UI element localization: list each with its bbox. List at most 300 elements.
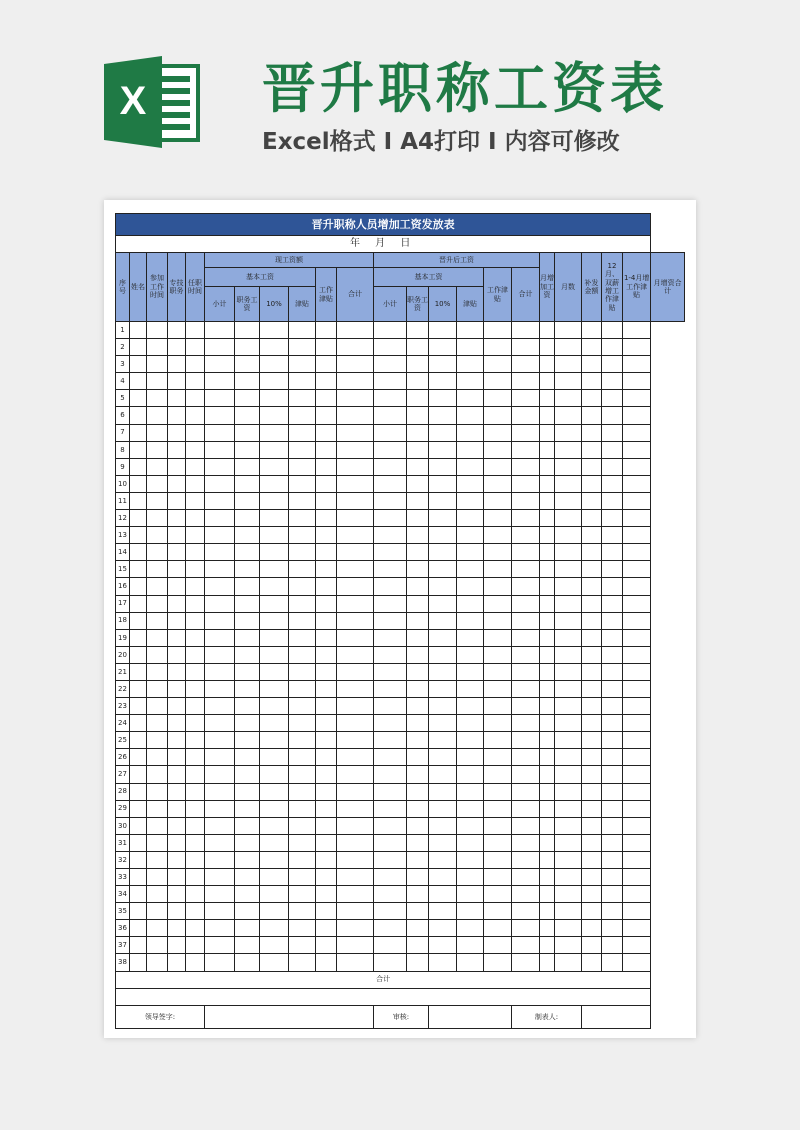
table-cell[interactable]: [555, 817, 582, 834]
table-cell[interactable]: [602, 390, 623, 407]
table-cell[interactable]: [484, 954, 512, 971]
table-cell[interactable]: [260, 715, 289, 732]
table-cell[interactable]: [289, 869, 316, 886]
table-cell[interactable]: [623, 663, 651, 680]
table-cell[interactable]: [512, 578, 540, 595]
table-cell[interactable]: [374, 800, 407, 817]
table-cell[interactable]: [484, 373, 512, 390]
table-cell[interactable]: [374, 612, 407, 629]
table-cell[interactable]: [555, 424, 582, 441]
table-cell[interactable]: [512, 886, 540, 903]
table-cell[interactable]: [623, 458, 651, 475]
table-cell[interactable]: [186, 732, 205, 749]
table-cell[interactable]: [130, 510, 147, 527]
table-cell[interactable]: [555, 698, 582, 715]
table-cell[interactable]: [289, 903, 316, 920]
table-cell[interactable]: [602, 373, 623, 390]
table-cell[interactable]: [260, 544, 289, 561]
table-cell[interactable]: [289, 851, 316, 868]
table-cell[interactable]: [289, 390, 316, 407]
table-cell[interactable]: [147, 612, 168, 629]
table-cell[interactable]: [235, 817, 260, 834]
table-cell[interactable]: [429, 663, 457, 680]
table-cell[interactable]: [235, 390, 260, 407]
table-cell[interactable]: [130, 851, 147, 868]
table-cell[interactable]: [512, 851, 540, 868]
table-cell[interactable]: [540, 646, 555, 663]
table-cell[interactable]: [484, 851, 512, 868]
table-cell[interactable]: [168, 458, 186, 475]
table-cell[interactable]: [235, 937, 260, 954]
table-cell[interactable]: [337, 595, 374, 612]
table-cell[interactable]: [602, 510, 623, 527]
table-cell[interactable]: [582, 783, 602, 800]
table-cell[interactable]: [555, 680, 582, 697]
table-cell[interactable]: [540, 527, 555, 544]
table-cell[interactable]: [555, 595, 582, 612]
table-cell[interactable]: [337, 698, 374, 715]
table-cell[interactable]: [168, 886, 186, 903]
table-cell[interactable]: [235, 732, 260, 749]
table-cell[interactable]: [168, 800, 186, 817]
table-cell[interactable]: [235, 407, 260, 424]
table-cell[interactable]: [168, 869, 186, 886]
table-cell[interactable]: [582, 766, 602, 783]
table-cell[interactable]: [205, 390, 235, 407]
table-cell[interactable]: [582, 937, 602, 954]
table-cell[interactable]: [205, 749, 235, 766]
table-cell[interactable]: [555, 510, 582, 527]
table-cell[interactable]: [205, 629, 235, 646]
table-cell[interactable]: [582, 817, 602, 834]
table-cell[interactable]: [374, 407, 407, 424]
table-cell[interactable]: [429, 715, 457, 732]
table-cell[interactable]: [337, 510, 374, 527]
table-cell[interactable]: [205, 732, 235, 749]
table-cell[interactable]: [260, 339, 289, 356]
table-cell[interactable]: [186, 646, 205, 663]
table-cell[interactable]: [374, 356, 407, 373]
table-cell[interactable]: [623, 373, 651, 390]
table-cell[interactable]: [512, 834, 540, 851]
table-cell[interactable]: [260, 783, 289, 800]
table-cell[interactable]: [484, 920, 512, 937]
table-cell[interactable]: [168, 783, 186, 800]
table-cell[interactable]: [235, 322, 260, 339]
table-cell[interactable]: [429, 322, 457, 339]
table-cell[interactable]: [205, 373, 235, 390]
table-cell[interactable]: [457, 800, 484, 817]
table-cell[interactable]: [130, 698, 147, 715]
table-cell[interactable]: [540, 783, 555, 800]
table-cell[interactable]: [147, 646, 168, 663]
table-cell[interactable]: [457, 834, 484, 851]
table-cell[interactable]: [602, 903, 623, 920]
table-cell[interactable]: [407, 578, 429, 595]
table-cell[interactable]: [429, 561, 457, 578]
table-cell[interactable]: [147, 561, 168, 578]
table-cell[interactable]: [602, 407, 623, 424]
table-cell[interactable]: [316, 475, 337, 492]
table-cell[interactable]: [623, 407, 651, 424]
table-cell[interactable]: [484, 561, 512, 578]
table-cell[interactable]: [316, 595, 337, 612]
table-cell[interactable]: [205, 834, 235, 851]
table-cell[interactable]: [429, 903, 457, 920]
table-cell[interactable]: [260, 492, 289, 509]
maker-field[interactable]: [582, 1005, 651, 1028]
table-cell[interactable]: [540, 373, 555, 390]
table-cell[interactable]: [457, 869, 484, 886]
table-cell[interactable]: [374, 851, 407, 868]
table-cell[interactable]: [457, 920, 484, 937]
table-cell[interactable]: [130, 424, 147, 441]
table-cell[interactable]: [457, 595, 484, 612]
table-cell[interactable]: [457, 510, 484, 527]
table-cell[interactable]: [555, 834, 582, 851]
table-cell[interactable]: [555, 356, 582, 373]
table-cell[interactable]: [555, 800, 582, 817]
table-cell[interactable]: [484, 356, 512, 373]
table-cell[interactable]: [289, 920, 316, 937]
table-cell[interactable]: [205, 595, 235, 612]
table-cell[interactable]: [186, 903, 205, 920]
table-cell[interactable]: [484, 578, 512, 595]
table-cell[interactable]: [186, 475, 205, 492]
table-cell[interactable]: [623, 834, 651, 851]
table-cell[interactable]: [512, 766, 540, 783]
table-cell[interactable]: [130, 561, 147, 578]
table-cell[interactable]: [407, 356, 429, 373]
table-cell[interactable]: [555, 749, 582, 766]
table-cell[interactable]: [623, 322, 651, 339]
table-cell[interactable]: [374, 527, 407, 544]
table-cell[interactable]: [582, 339, 602, 356]
table-cell[interactable]: [407, 339, 429, 356]
table-cell[interactable]: [337, 356, 374, 373]
table-cell[interactable]: [316, 886, 337, 903]
table-cell[interactable]: [623, 629, 651, 646]
table-cell[interactable]: [602, 441, 623, 458]
table-cell[interactable]: [260, 356, 289, 373]
table-cell[interactable]: [484, 698, 512, 715]
table-cell[interactable]: [512, 646, 540, 663]
table-cell[interactable]: [407, 475, 429, 492]
table-cell[interactable]: [512, 527, 540, 544]
table-cell[interactable]: [186, 920, 205, 937]
table-cell[interactable]: [602, 920, 623, 937]
table-cell[interactable]: [168, 595, 186, 612]
table-cell[interactable]: [484, 646, 512, 663]
table-cell[interactable]: [602, 732, 623, 749]
table-cell[interactable]: [168, 561, 186, 578]
table-cell[interactable]: [540, 510, 555, 527]
table-cell[interactable]: [260, 834, 289, 851]
table-cell[interactable]: [316, 407, 337, 424]
table-cell[interactable]: [316, 373, 337, 390]
table-cell[interactable]: [337, 339, 374, 356]
table-cell[interactable]: [457, 407, 484, 424]
table-cell[interactable]: [316, 339, 337, 356]
table-cell[interactable]: [429, 629, 457, 646]
table-cell[interactable]: [484, 749, 512, 766]
table-cell[interactable]: [147, 886, 168, 903]
table-cell[interactable]: [186, 817, 205, 834]
table-cell[interactable]: [555, 390, 582, 407]
table-cell[interactable]: [582, 561, 602, 578]
table-cell[interactable]: [205, 800, 235, 817]
table-cell[interactable]: [540, 903, 555, 920]
table-cell[interactable]: [147, 629, 168, 646]
table-cell[interactable]: [260, 407, 289, 424]
table-cell[interactable]: [407, 492, 429, 509]
table-cell[interactable]: [260, 475, 289, 492]
table-cell[interactable]: [130, 834, 147, 851]
table-cell[interactable]: [260, 458, 289, 475]
table-cell[interactable]: [337, 373, 374, 390]
table-cell[interactable]: [374, 834, 407, 851]
table-cell[interactable]: [429, 492, 457, 509]
table-cell[interactable]: [289, 510, 316, 527]
table-cell[interactable]: [407, 646, 429, 663]
table-cell[interactable]: [186, 424, 205, 441]
table-cell[interactable]: [186, 937, 205, 954]
table-cell[interactable]: [602, 578, 623, 595]
table-cell[interactable]: [374, 322, 407, 339]
table-cell[interactable]: [429, 698, 457, 715]
table-cell[interactable]: [429, 783, 457, 800]
table-cell[interactable]: [147, 732, 168, 749]
table-cell[interactable]: [130, 612, 147, 629]
table-cell[interactable]: [623, 424, 651, 441]
table-cell[interactable]: [512, 492, 540, 509]
table-cell[interactable]: [235, 629, 260, 646]
table-cell[interactable]: [623, 544, 651, 561]
table-cell[interactable]: [582, 698, 602, 715]
table-cell[interactable]: [205, 903, 235, 920]
table-cell[interactable]: [374, 766, 407, 783]
table-cell[interactable]: [555, 492, 582, 509]
table-cell[interactable]: [316, 441, 337, 458]
table-cell[interactable]: [168, 680, 186, 697]
table-cell[interactable]: [337, 834, 374, 851]
table-cell[interactable]: [186, 783, 205, 800]
table-cell[interactable]: [337, 458, 374, 475]
table-cell[interactable]: [623, 390, 651, 407]
table-cell[interactable]: [457, 698, 484, 715]
table-cell[interactable]: [484, 903, 512, 920]
table-cell[interactable]: [555, 458, 582, 475]
table-cell[interactable]: [205, 510, 235, 527]
table-cell[interactable]: [623, 749, 651, 766]
table-cell[interactable]: [512, 783, 540, 800]
table-cell[interactable]: [540, 458, 555, 475]
table-cell[interactable]: [289, 544, 316, 561]
table-cell[interactable]: [337, 783, 374, 800]
table-cell[interactable]: [235, 663, 260, 680]
table-cell[interactable]: [512, 356, 540, 373]
table-cell[interactable]: [512, 920, 540, 937]
table-cell[interactable]: [289, 578, 316, 595]
table-cell[interactable]: [337, 766, 374, 783]
table-cell[interactable]: [540, 322, 555, 339]
table-cell[interactable]: [484, 544, 512, 561]
table-cell[interactable]: [602, 544, 623, 561]
table-cell[interactable]: [316, 698, 337, 715]
table-cell[interactable]: [582, 407, 602, 424]
table-cell[interactable]: [186, 749, 205, 766]
table-cell[interactable]: [289, 407, 316, 424]
table-cell[interactable]: [316, 834, 337, 851]
table-cell[interactable]: [623, 441, 651, 458]
table-cell[interactable]: [130, 749, 147, 766]
table-cell[interactable]: [130, 544, 147, 561]
table-cell[interactable]: [374, 817, 407, 834]
table-cell[interactable]: [205, 954, 235, 971]
table-cell[interactable]: [235, 680, 260, 697]
table-cell[interactable]: [289, 527, 316, 544]
table-cell[interactable]: [260, 903, 289, 920]
table-cell[interactable]: [582, 492, 602, 509]
table-cell[interactable]: [147, 851, 168, 868]
table-cell[interactable]: [147, 920, 168, 937]
table-cell[interactable]: [602, 322, 623, 339]
table-cell[interactable]: [484, 612, 512, 629]
table-cell[interactable]: [147, 544, 168, 561]
table-cell[interactable]: [407, 527, 429, 544]
table-cell[interactable]: [337, 527, 374, 544]
table-cell[interactable]: [429, 920, 457, 937]
table-cell[interactable]: [205, 817, 235, 834]
table-cell[interactable]: [623, 920, 651, 937]
table-cell[interactable]: [540, 715, 555, 732]
table-cell[interactable]: [602, 783, 623, 800]
table-cell[interactable]: [623, 903, 651, 920]
table-cell[interactable]: [429, 749, 457, 766]
table-cell[interactable]: [457, 715, 484, 732]
table-cell[interactable]: [235, 698, 260, 715]
table-cell[interactable]: [205, 886, 235, 903]
table-cell[interactable]: [337, 817, 374, 834]
table-cell[interactable]: [582, 510, 602, 527]
table-cell[interactable]: [235, 475, 260, 492]
table-cell[interactable]: [602, 492, 623, 509]
table-cell[interactable]: [540, 441, 555, 458]
table-cell[interactable]: [289, 629, 316, 646]
table-cell[interactable]: [168, 920, 186, 937]
table-cell[interactable]: [407, 920, 429, 937]
table-cell[interactable]: [260, 527, 289, 544]
table-cell[interactable]: [289, 732, 316, 749]
table-cell[interactable]: [374, 937, 407, 954]
table-cell[interactable]: [555, 954, 582, 971]
table-cell[interactable]: [374, 903, 407, 920]
table-cell[interactable]: [147, 475, 168, 492]
table-cell[interactable]: [484, 817, 512, 834]
table-cell[interactable]: [316, 715, 337, 732]
table-cell[interactable]: [512, 458, 540, 475]
table-cell[interactable]: [168, 612, 186, 629]
table-cell[interactable]: [147, 578, 168, 595]
table-cell[interactable]: [147, 424, 168, 441]
table-cell[interactable]: [147, 595, 168, 612]
table-cell[interactable]: [374, 629, 407, 646]
table-cell[interactable]: [316, 903, 337, 920]
table-cell[interactable]: [168, 766, 186, 783]
table-cell[interactable]: [289, 954, 316, 971]
table-cell[interactable]: [147, 749, 168, 766]
table-cell[interactable]: [582, 578, 602, 595]
table-cell[interactable]: [512, 937, 540, 954]
table-cell[interactable]: [582, 663, 602, 680]
table-cell[interactable]: [457, 646, 484, 663]
table-cell[interactable]: [407, 612, 429, 629]
table-cell[interactable]: [316, 390, 337, 407]
table-cell[interactable]: [582, 800, 602, 817]
table-cell[interactable]: [484, 800, 512, 817]
table-cell[interactable]: [168, 715, 186, 732]
table-cell[interactable]: [602, 458, 623, 475]
table-cell[interactable]: [555, 783, 582, 800]
table-cell[interactable]: [186, 458, 205, 475]
table-cell[interactable]: [484, 937, 512, 954]
table-cell[interactable]: [289, 766, 316, 783]
table-cell[interactable]: [582, 373, 602, 390]
table-cell[interactable]: [289, 834, 316, 851]
table-cell[interactable]: [337, 680, 374, 697]
table-cell[interactable]: [168, 322, 186, 339]
table-cell[interactable]: [540, 749, 555, 766]
table-cell[interactable]: [555, 407, 582, 424]
table-cell[interactable]: [429, 595, 457, 612]
table-cell[interactable]: [407, 441, 429, 458]
table-cell[interactable]: [555, 578, 582, 595]
table-cell[interactable]: [235, 595, 260, 612]
table-cell[interactable]: [457, 732, 484, 749]
table-cell[interactable]: [623, 886, 651, 903]
table-cell[interactable]: [235, 561, 260, 578]
table-cell[interactable]: [205, 869, 235, 886]
table-cell[interactable]: [186, 578, 205, 595]
table-cell[interactable]: [623, 475, 651, 492]
table-cell[interactable]: [337, 441, 374, 458]
table-cell[interactable]: [374, 441, 407, 458]
table-cell[interactable]: [484, 715, 512, 732]
table-cell[interactable]: [168, 663, 186, 680]
table-cell[interactable]: [512, 732, 540, 749]
table-cell[interactable]: [555, 903, 582, 920]
table-cell[interactable]: [512, 339, 540, 356]
table-cell[interactable]: [374, 578, 407, 595]
review-field[interactable]: [429, 1005, 512, 1028]
table-cell[interactable]: [147, 680, 168, 697]
table-cell[interactable]: [186, 373, 205, 390]
table-cell[interactable]: [316, 527, 337, 544]
table-cell[interactable]: [512, 680, 540, 697]
table-cell[interactable]: [316, 510, 337, 527]
table-cell[interactable]: [260, 749, 289, 766]
table-cell[interactable]: [623, 715, 651, 732]
table-cell[interactable]: [130, 766, 147, 783]
table-cell[interactable]: [407, 424, 429, 441]
table-cell[interactable]: [582, 612, 602, 629]
table-cell[interactable]: [407, 937, 429, 954]
table-cell[interactable]: [130, 920, 147, 937]
table-cell[interactable]: [582, 886, 602, 903]
table-cell[interactable]: [555, 851, 582, 868]
table-cell[interactable]: [457, 322, 484, 339]
table-cell[interactable]: [457, 629, 484, 646]
